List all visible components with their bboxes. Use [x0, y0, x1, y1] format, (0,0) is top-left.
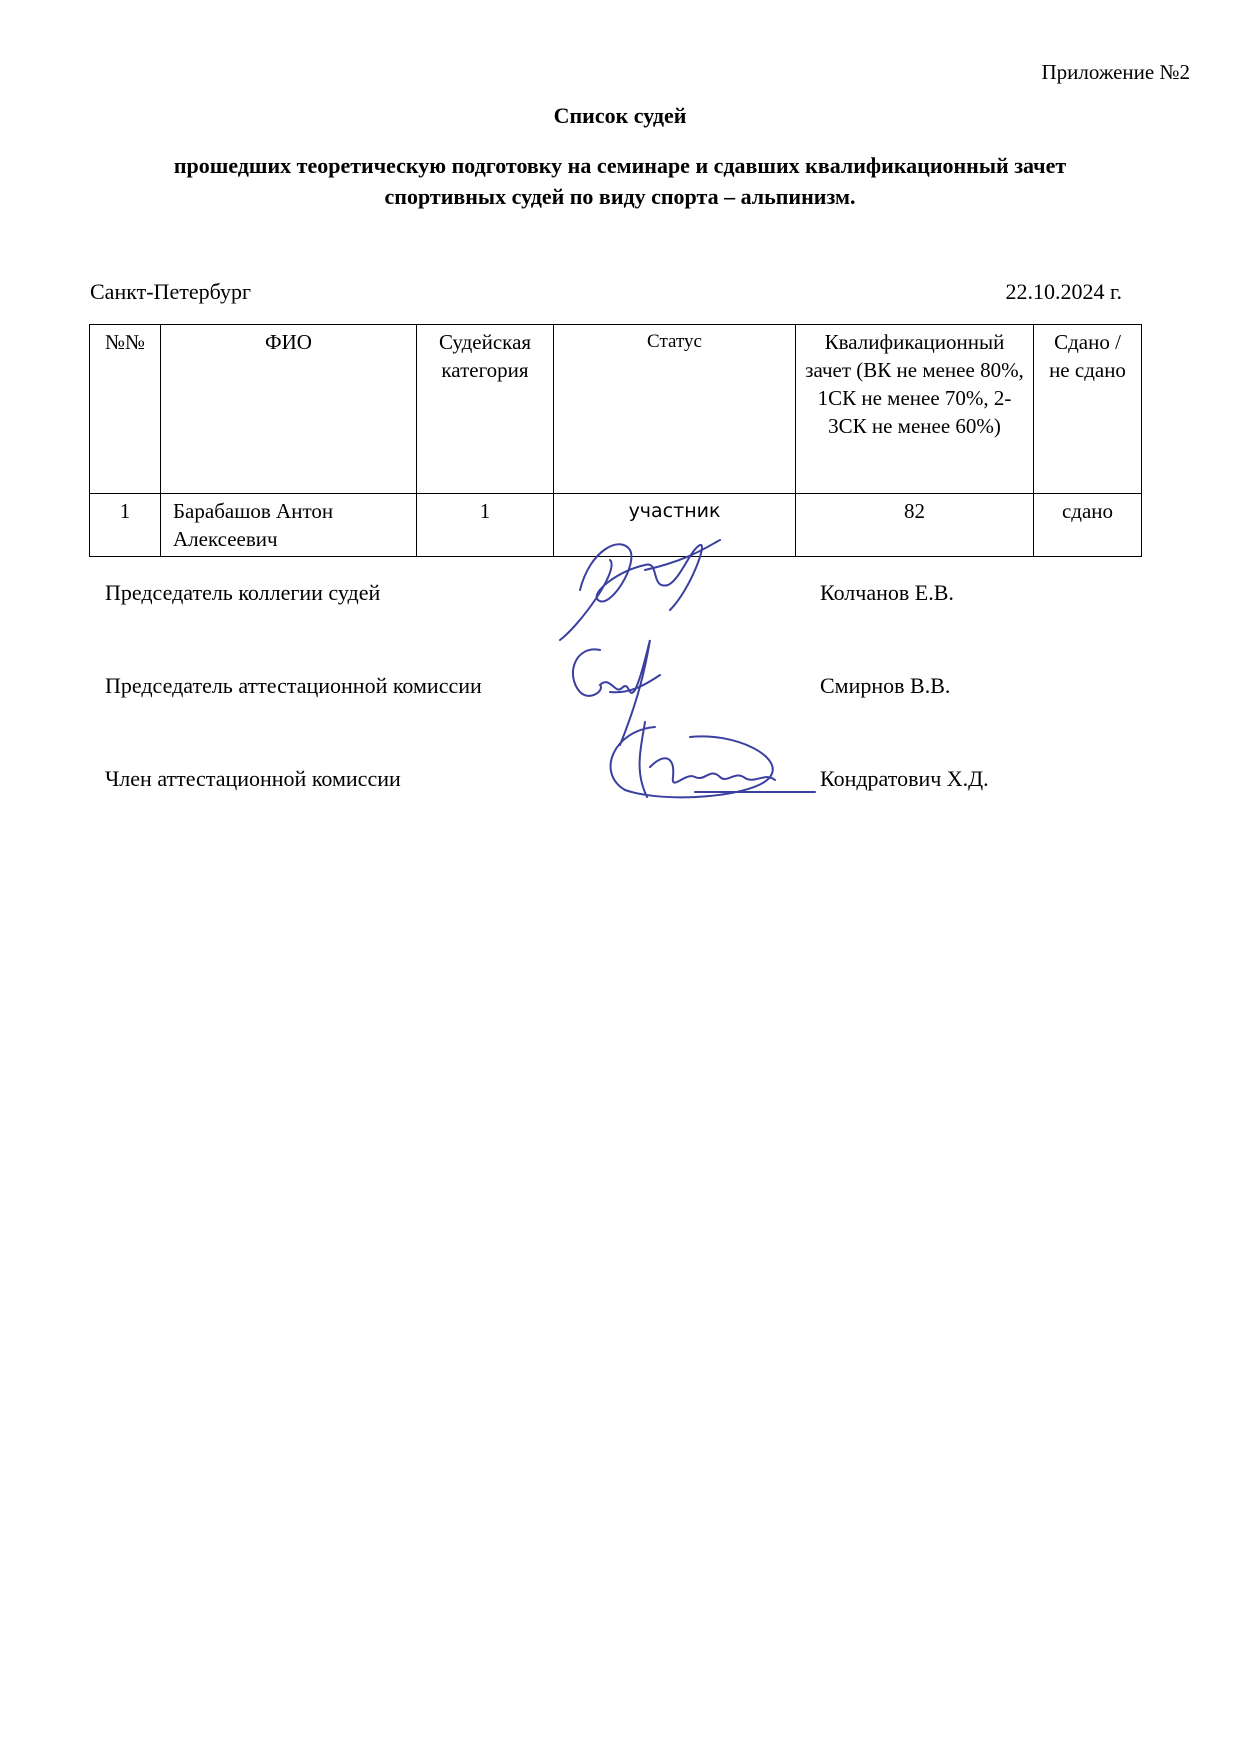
- col-header-name: ФИО: [161, 325, 417, 494]
- signature-name-1: Колчанов Е.В.: [820, 580, 954, 605]
- signature-role-3: Член аттестационной комиссии: [105, 766, 401, 791]
- appendix-label: Приложение №2: [1041, 60, 1190, 84]
- table-header-row: [90, 325, 1142, 494]
- subtitle-line-1: прошедших теоретическую подготовку на семинаре и сдавших квалификационный зачет: [173, 153, 1067, 178]
- signature-name-2: Смирнов В.В.: [820, 673, 951, 698]
- cell-category: 1: [417, 494, 554, 557]
- judges-table: [89, 324, 1142, 557]
- col-header-score: Квалификационный зачет (ВК не менее 80%, 1СК не менее 70%, 2-3СК не менее 60%): [796, 325, 1034, 494]
- col-header-category: Судейская категория: [417, 325, 554, 494]
- document-title: Список судей: [553, 103, 687, 128]
- cell-status: участник: [554, 494, 796, 557]
- signature-name-3: Кондратович Х.Д.: [820, 766, 989, 791]
- place-label: Санкт-Петербург: [90, 279, 251, 304]
- document-subtitle: [100, 150, 1140, 212]
- date-label: 22.10.2024 г.: [1005, 279, 1122, 304]
- cell-score: 82: [796, 494, 1034, 557]
- signature-3-scribble: [595, 712, 825, 802]
- col-header-status: Статус: [554, 325, 796, 494]
- signature-role-1: Председатель коллегии судей: [105, 580, 381, 605]
- col-header-num: №№: [90, 325, 161, 494]
- cell-passed: сдано: [1034, 494, 1142, 557]
- subtitle-line-2: спортивных судей по виду спорта – альпинизм.: [384, 184, 856, 209]
- col-header-passed: Сдано / не сдано: [1034, 325, 1142, 494]
- signature-role-2: Председатель аттестационной комиссии: [105, 673, 482, 698]
- cell-name: Барабашов Антон Алексеевич: [161, 494, 417, 557]
- cell-num: 1: [90, 494, 161, 557]
